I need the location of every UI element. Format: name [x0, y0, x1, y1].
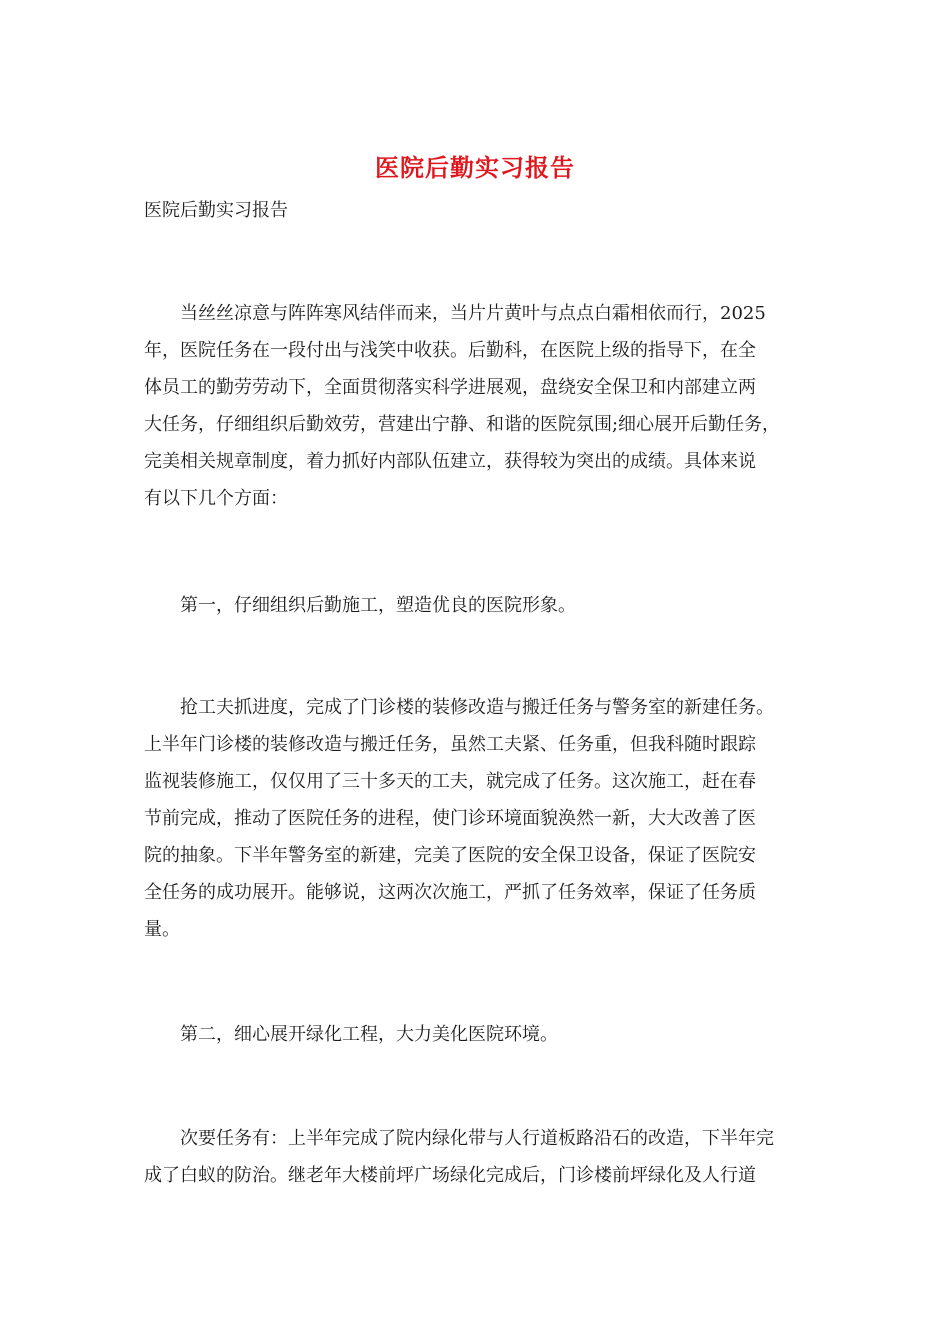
text-line: 大任务，仔细组织后勤效劳，营建出宁静、和谐的医院氛围;细心展开后勤任务， [144, 414, 781, 435]
text-line: 抢工夫抓进度，完成了门诊楼的装修改造与搬迁任务与警务室的新建任务。 [144, 697, 774, 718]
text-line: 成了白蚁的防治。继老年大楼前坪广场绿化完成后，门诊楼前坪绿化及人行道 [144, 1165, 756, 1186]
text-line: 第二，细心展开绿化工程，大力美化医院环境。 [144, 1024, 558, 1045]
text-line: 全任务的成功展开。能够说，这两次次施工，严抓了任务效率，保证了任务质 [144, 882, 756, 903]
text-line: 第一，仔细组织后勤施工，塑造优良的医院形象。 [144, 595, 576, 616]
paragraph-intro [144, 295, 834, 517]
text-line: 体员工的勤劳劳动下，全面贯彻落实科学进展观，盘绕安全保卫和内部建立两 [144, 377, 756, 398]
text-line: 监视装修施工，仅仅用了三十多天的工夫，就完成了任务。这次施工，赶在春 [144, 771, 756, 792]
document-subtitle: 医院后勤实习报告 [144, 200, 288, 221]
paragraph-greening [144, 1120, 834, 1194]
paragraph-construction [144, 689, 834, 948]
text-line: 有以下几个方面： [144, 488, 288, 509]
text-line: 年，医院任务在一段付出与浅笑中收获。后勤科，在医院上级的指导下，在全 [144, 340, 756, 361]
text-line: 完美相关规章制度，着力抓好内部队伍建立，获得较为突出的成绩。具体来说 [144, 451, 756, 472]
section-heading-2 [144, 1016, 834, 1053]
text-line: 院的抽象。下半年警务室的新建，完美了医院的安全保卫设备，保证了医院安 [144, 845, 756, 866]
text-line: 节前完成，推动了医院任务的进程，使门诊环境面貌涣然一新，大大改善了医 [144, 808, 756, 829]
section-heading-1 [144, 587, 834, 624]
text-line: 次要任务有：上半年完成了院内绿化带与人行道板路沿石的改造，下半年完 [144, 1128, 774, 1149]
document-title: 医院后勤实习报告 [375, 153, 575, 182]
text-line: 量。 [144, 919, 180, 940]
text-line: 当丝丝凉意与阵阵寒风结伴而来，当片片黄叶与点点白霜相依而行，2025 [144, 303, 766, 324]
text-line: 上半年门诊楼的装修改造与搬迁任务，虽然工夫紧、任务重，但我科随时跟踪 [144, 734, 756, 755]
